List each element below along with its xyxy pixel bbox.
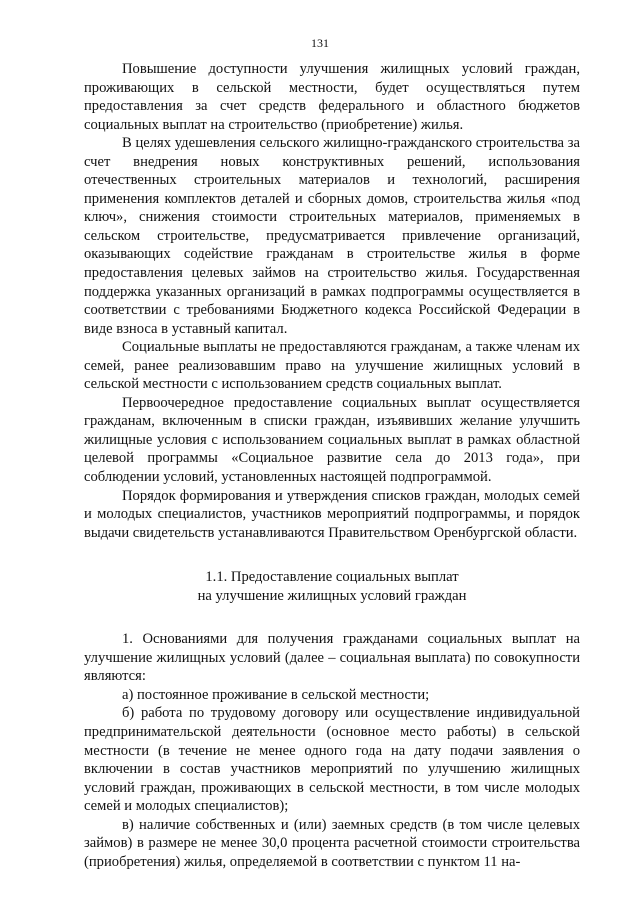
list-item-c: в) наличие собственных и (или) заемных средств (в том числе целевых займов) в размере не менее 30,0 процента расчетной стоимости строительства (приобретения) жилья, определяемой в соответствии с пунктом 11 на-: [84, 816, 580, 870]
list-item-a: а) постоянное проживание в сельской местности;: [122, 686, 430, 703]
paragraph-list-procedure: Порядок формирования и утверждения списков граждан, молодых семей и молодых специалистов, участников мероприятий подпрограммы, и порядок выдачи свидетельств устанавливаются Правительством Оренбургской области.: [84, 487, 580, 541]
document-body: [84, 60, 580, 871]
paragraph-cost-reduction: В целях удешевления сельского жилищно-гражданского строительства за счет внедрения новых конструктивных решений, использования отечественных строительных материалов и технологий, расширения применения комплектов деталей и сборных домов, строительства жилья «под ключ», снижения стоимости строительных материалов, применяемых в сельском строительстве, предусматривается привлечение организаций, оказывающих содействие гражданам в строительстве жилья в форме предоставления целевых займов на строительство жилья. Государственная поддержка указанных организаций в рамках подпрограммы осуществляется в соответствии с требованиями Бюджетного кодекса Российской Федерации в виде взноса в уставный капитал.: [84, 135, 580, 337]
list-item-b: б) работа по трудовому договору или осуществление индивидуальной предпринимательской деятельности (основное место работы) в сельской местности (в течение не менее одного года на дату подачи заявления о включении в состав участников мероприятий по улучшению жилищных условий граждан, проживающих в сельской местности, в том числе молодых семей и молодых специалистов);: [84, 705, 580, 815]
section-heading-line-2: на улучшение жилищных условий граждан: [197, 588, 467, 605]
page-number: 131: [311, 36, 329, 50]
paragraph-availability: Повышение доступности улучшения жилищных условий граждан, проживающих в сельской местности, будет осуществляться путем предоставления за счет средств федерального и областного бюджетов социальных выплат на строительство (приобретение) жилья.: [84, 61, 580, 133]
section-heading-line-1: 1.1. Предоставление социальных выплат: [205, 569, 459, 586]
paragraph-grounds: 1. Основаниями для получения гражданами социальных выплат на улучшение жилищных условий (далее – социальная выплата) по совокупности являются:: [84, 631, 580, 685]
paragraph-priority: Первоочередное предоставление социальных выплат осуществляется гражданам, включенным в списки граждан, изъявивших желание улучшить жилищные условия с использованием социальных выплат в рамках областной целевой программы «Социальное развитие села до 2013 года», при соблюдении условий, установленных настоящей подпрограммой.: [84, 394, 580, 486]
paragraph-no-repeat-payments: Социальные выплаты не предоставляются гражданам, а также членам их семей, ранее реализовавшим право на улучшение жилищных условий в сельской местности с использованием средств социальных выплат.: [84, 339, 580, 393]
section-heading: [84, 568, 580, 606]
